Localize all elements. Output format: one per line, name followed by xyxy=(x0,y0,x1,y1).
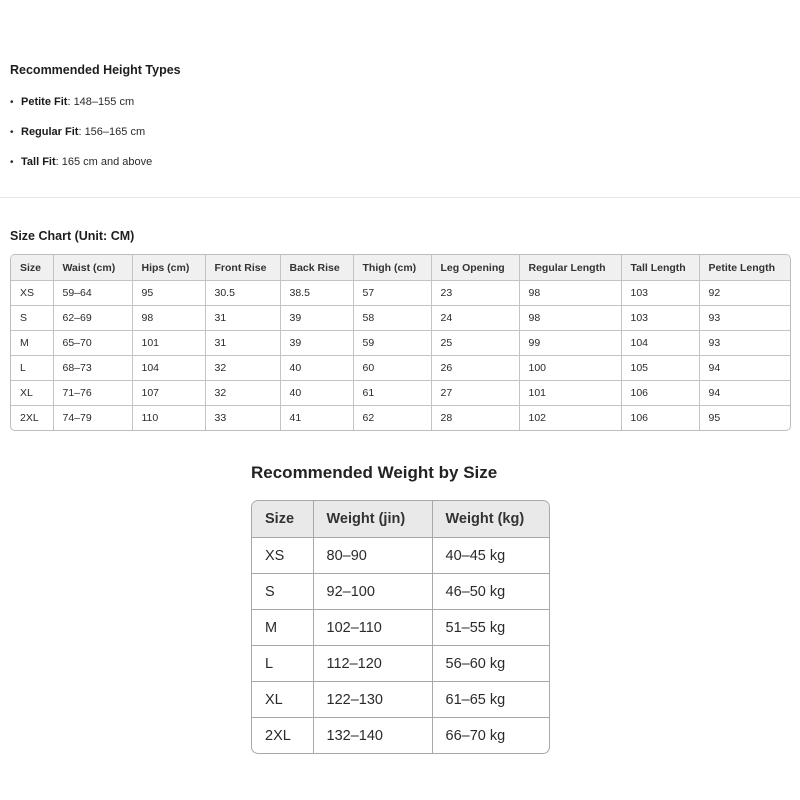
table-cell: 98 xyxy=(519,306,621,331)
table-cell: L xyxy=(252,646,313,682)
column-header: Back Rise xyxy=(280,255,353,281)
table-cell: 99 xyxy=(519,331,621,356)
table-cell: L xyxy=(11,356,53,381)
bullet-icon: • xyxy=(10,97,14,108)
table-cell: 25 xyxy=(431,331,519,356)
table-cell: 31 xyxy=(205,331,280,356)
table-cell: 122–130 xyxy=(313,682,432,718)
table-row xyxy=(11,306,790,331)
table-cell: 100 xyxy=(519,356,621,381)
table-cell: 59 xyxy=(353,331,431,356)
weight-chart-title: Recommended Weight by Size xyxy=(251,463,498,482)
table-cell: 62 xyxy=(353,406,431,431)
table-cell: 106 xyxy=(621,381,699,406)
table-cell: 92–100 xyxy=(313,574,432,610)
table-cell: 61 xyxy=(353,381,431,406)
table-cell: 58 xyxy=(353,306,431,331)
table-row xyxy=(252,574,549,610)
table-cell: XS xyxy=(11,281,53,306)
table-cell: 95 xyxy=(708,412,721,424)
table-cell: 39 xyxy=(280,306,353,331)
table-cell: 30.5 xyxy=(205,281,280,306)
table-cell: M xyxy=(11,331,53,356)
table-header-row xyxy=(252,501,549,538)
table-cell: 46–50 kg xyxy=(432,574,549,610)
table-cell: 103 xyxy=(621,281,699,306)
size-chart-table-container xyxy=(10,254,791,431)
weight-chart-table-container xyxy=(251,500,550,754)
column-header: Weight (jin) xyxy=(313,501,432,538)
table-row xyxy=(252,646,549,682)
table-cell: 32 xyxy=(205,356,280,381)
table-row xyxy=(252,538,549,574)
table-cell: 104 xyxy=(132,356,205,381)
table-cell: 31 xyxy=(205,306,280,331)
weight-chart-table xyxy=(252,501,549,753)
table-cell: XL xyxy=(11,381,53,406)
height-type-label: Tall Fit xyxy=(21,156,56,168)
height-type-item xyxy=(10,94,152,124)
table-cell: 60 xyxy=(353,356,431,381)
table-cell: 28 xyxy=(431,406,519,431)
column-header: Front Rise xyxy=(205,255,280,281)
table-cell: XS xyxy=(252,538,313,574)
table-cell: 103 xyxy=(621,306,699,331)
table-cell: 32 xyxy=(205,381,280,406)
table-cell: 102 xyxy=(519,406,621,431)
table-cell: S xyxy=(11,306,53,331)
table-cell: 80–90 xyxy=(313,538,432,574)
table-header-row xyxy=(11,255,790,281)
table-cell: 95 xyxy=(132,281,205,306)
column-header: Size xyxy=(252,501,313,538)
height-type-label: Petite Fit xyxy=(21,96,68,108)
table-row xyxy=(11,406,790,431)
table-row xyxy=(252,718,549,754)
bullet-icon: • xyxy=(10,157,14,168)
table-cell: 101 xyxy=(519,381,621,406)
size-chart-table xyxy=(11,255,790,430)
column-header: Petite Length xyxy=(699,255,790,281)
table-cell: 112–120 xyxy=(313,646,432,682)
height-types-title: Recommended Height Types xyxy=(10,63,181,77)
table-cell: 98 xyxy=(132,306,205,331)
table-cell: S xyxy=(252,574,313,610)
column-header: Thigh (cm) xyxy=(353,255,431,281)
table-cell: 39 xyxy=(280,331,353,356)
table-cell: 101 xyxy=(132,331,205,356)
height-type-item xyxy=(10,154,152,184)
table-cell: 66–70 kg xyxy=(445,727,506,744)
table-cell: 2XL xyxy=(11,406,53,431)
table-row xyxy=(11,381,790,406)
table-cell: 94 xyxy=(699,356,790,381)
table-cell: 65–70 xyxy=(53,331,132,356)
table-cell: 71–76 xyxy=(53,381,132,406)
height-type-value: : 165 cm and above xyxy=(55,156,153,168)
column-header: Hips (cm) xyxy=(132,255,205,281)
section-divider xyxy=(0,197,800,198)
column-header: Leg Opening xyxy=(431,255,519,281)
table-cell: 40 xyxy=(280,381,353,406)
height-type-value: : 148–155 cm xyxy=(67,96,135,108)
table-cell: 93 xyxy=(699,331,790,356)
table-cell: 62–69 xyxy=(53,306,132,331)
table-cell: 57 xyxy=(353,281,431,306)
table-cell: 27 xyxy=(431,381,519,406)
table-row xyxy=(11,331,790,356)
table-cell: 102–110 xyxy=(313,610,432,646)
height-type-value: : 156–165 cm xyxy=(78,126,146,138)
table-cell: 110 xyxy=(132,406,205,431)
height-type-item xyxy=(10,124,152,154)
table-cell: 132–140 xyxy=(313,718,432,754)
column-header: Regular Length xyxy=(519,255,621,281)
table-cell: 74–79 xyxy=(53,406,132,431)
size-chart-title: Size Chart (Unit: CM) xyxy=(10,229,135,243)
table-row xyxy=(252,610,549,646)
column-header: Size xyxy=(11,255,53,281)
table-cell: 40–45 kg xyxy=(432,538,549,574)
column-header: Waist (cm) xyxy=(53,255,132,281)
table-cell: 51–55 kg xyxy=(432,610,549,646)
table-cell: 56–60 kg xyxy=(432,646,549,682)
table-row xyxy=(11,356,790,381)
table-cell: 106 xyxy=(621,406,699,431)
height-type-label: Regular Fit xyxy=(21,126,79,138)
column-header: Weight (kg) xyxy=(432,501,549,538)
table-cell: M xyxy=(252,610,313,646)
table-cell: 26 xyxy=(431,356,519,381)
table-cell: 61–65 kg xyxy=(432,682,549,718)
table-cell: 41 xyxy=(280,406,353,431)
table-cell: 59–64 xyxy=(53,281,132,306)
table-cell: 68–73 xyxy=(53,356,132,381)
table-cell: 105 xyxy=(621,356,699,381)
table-cell: 98 xyxy=(519,281,621,306)
table-cell: 2XL xyxy=(252,718,313,754)
table-cell: 33 xyxy=(205,406,280,431)
height-types-list xyxy=(10,94,152,184)
table-row xyxy=(11,281,790,306)
bullet-icon: • xyxy=(10,127,14,138)
table-cell: 38.5 xyxy=(280,281,353,306)
table-cell: 92 xyxy=(699,281,790,306)
table-row xyxy=(252,682,549,718)
column-header: Tall Length xyxy=(621,255,699,281)
table-cell: 104 xyxy=(621,331,699,356)
table-cell: 107 xyxy=(132,381,205,406)
table-cell: 93 xyxy=(699,306,790,331)
table-cell: 24 xyxy=(431,306,519,331)
table-cell: 23 xyxy=(431,281,519,306)
table-cell: 40 xyxy=(280,356,353,381)
table-cell: 94 xyxy=(699,381,790,406)
table-cell: XL xyxy=(252,682,313,718)
